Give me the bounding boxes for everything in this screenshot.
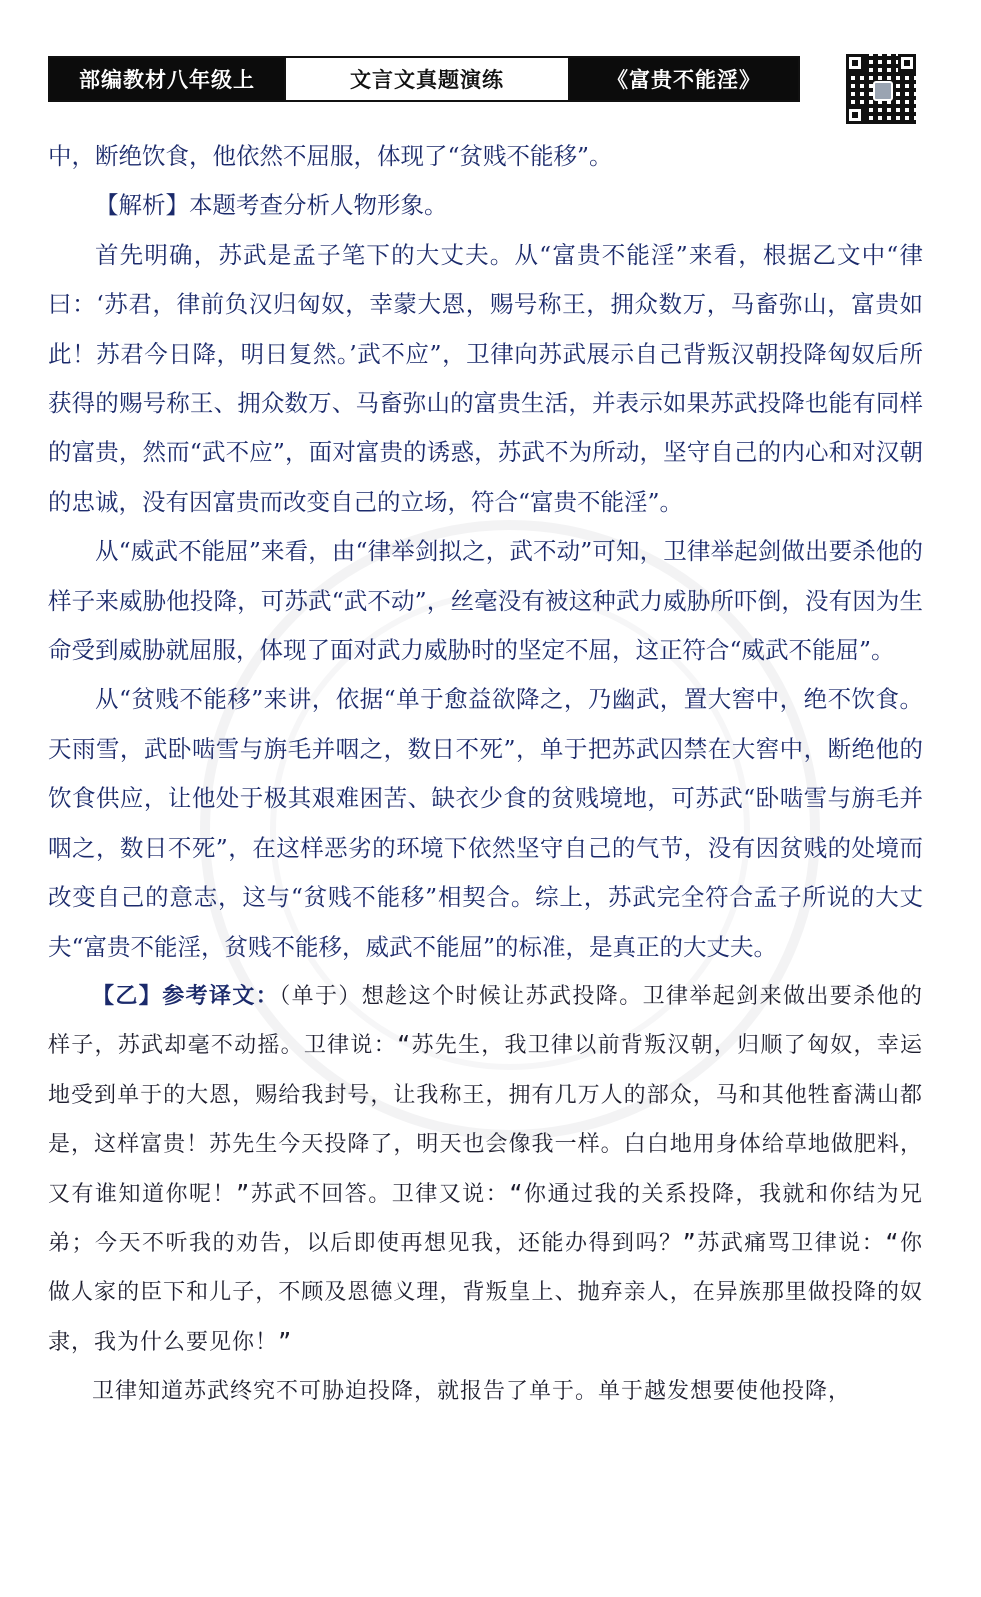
- qr-logo-icon: [873, 81, 893, 101]
- section-title: 文言文真题演练: [284, 58, 570, 100]
- analysis-label: 【解析】: [95, 191, 189, 220]
- analysis-paragraph-wealth: 首先明确，苏武是孟子笔下的大丈夫。从“富贵不能淫”来看，根据乙文中“律曰：‘苏君，律前负汉归匈奴，幸蒙大恩，赐号称王，拥众数万，马畜弥山，富贵如此！苏君今日降，明日复然。’武不应”，卫律向苏武展示自己背叛汉朝投降匈奴后所获得的赐号称王、拥众数万、马畜弥山的富贵生活，并表示如果苏武投降也能有同样的富贵，然而“武不应”，面对富贵的诱惑，苏武不为所动，坚守自己的内心和对汉朝的忠诚，没有因富贵而改变自己的立场，符合“富贵不能淫”。: [48, 240, 923, 516]
- paragraph-continued: 中，断绝饮食，他依然不屈服，体现了“贫贱不能移”。: [48, 142, 613, 170]
- analysis-heading: [48, 181, 923, 230]
- analysis-paragraph-poverty: 从“贫贱不能移”来讲，依据“单于愈益欲降之，乃幽武，置大窖中，绝不饮食。天雨雪，武卧啮雪与旃毛并咽之，数日不死”，单于把苏武囚禁在大窖中，断绝他的饮食供应，让他处于极其艰难困苦、缺衣少食的贫贱境地，可苏武“卧啮雪与旃毛并咽之，数日不死”，在这样恶劣的环境下依然坚守自己的气节，没有因贫贱的处境而改变自己的意志，这与“贫贱不能移”相契合。综上，苏武完全符合孟子所说的大丈夫“富贵不能淫，贫贱不能移，威武不能屈”的标准，是真正的大丈夫。: [48, 685, 923, 961]
- translation-text: （单于）想趁这个时候让苏武投降。卫律举起剑来做出要杀他的样子，苏武却毫不动摇。卫律说：“苏先生，我卫律以前背叛汉朝，归顺了匈奴，幸运地受到单于的大恩，赐给我封号，让我称王，拥有几万人的部众，马和其他牲畜满山都是，这样富贵！苏先生今天投降了，明天也会像我一样。白白地用身体给草地做肥料，又有谁知道你呢！”苏武不回答。卫律又说：“你通过我的关系投降，我就和你结为兄弟；今天不听我的劝告，以后即使再想见我，还能办得到吗？”苏武痛骂卫律说：“你做人家的臣下和儿子，不顾及恩德义理，背叛皇上、抛弃亲人，在异族那里做投降的奴隶，我为什么要见你！”: [48, 983, 923, 1355]
- qr-code-icon[interactable]: [846, 54, 916, 124]
- translation-continued: 卫律知道苏武终究不可胁迫投降，就报告了单于。单于越发想要使他投降，: [92, 1379, 852, 1405]
- translation-paragraph: [48, 972, 923, 1367]
- qr-finder-icon: [898, 54, 916, 72]
- translation-label: 【乙】参考译文：: [92, 983, 280, 1009]
- grade-label: 部编教材八年级上: [50, 58, 284, 100]
- qr-finder-icon: [846, 54, 864, 72]
- document-body: [48, 132, 923, 1417]
- header-bar: [48, 56, 800, 102]
- analysis-intro: 本题考查分析人物形象。: [189, 191, 448, 220]
- qr-finder-icon: [846, 106, 864, 124]
- analysis-paragraph-force: 从“威武不能屈”来看，由“律举剑拟之，武不动”可知，卫律举起剑做出要杀他的样子来威胁他投降，可苏武“武不动”，丝毫没有被这种武力威胁所吓倒，没有因为生命受到威胁就屈服，体现了面对武力威胁时的坚定不屈，这正符合“威武不能屈”。: [48, 537, 923, 665]
- lesson-title: 《富贵不能淫》: [570, 58, 798, 100]
